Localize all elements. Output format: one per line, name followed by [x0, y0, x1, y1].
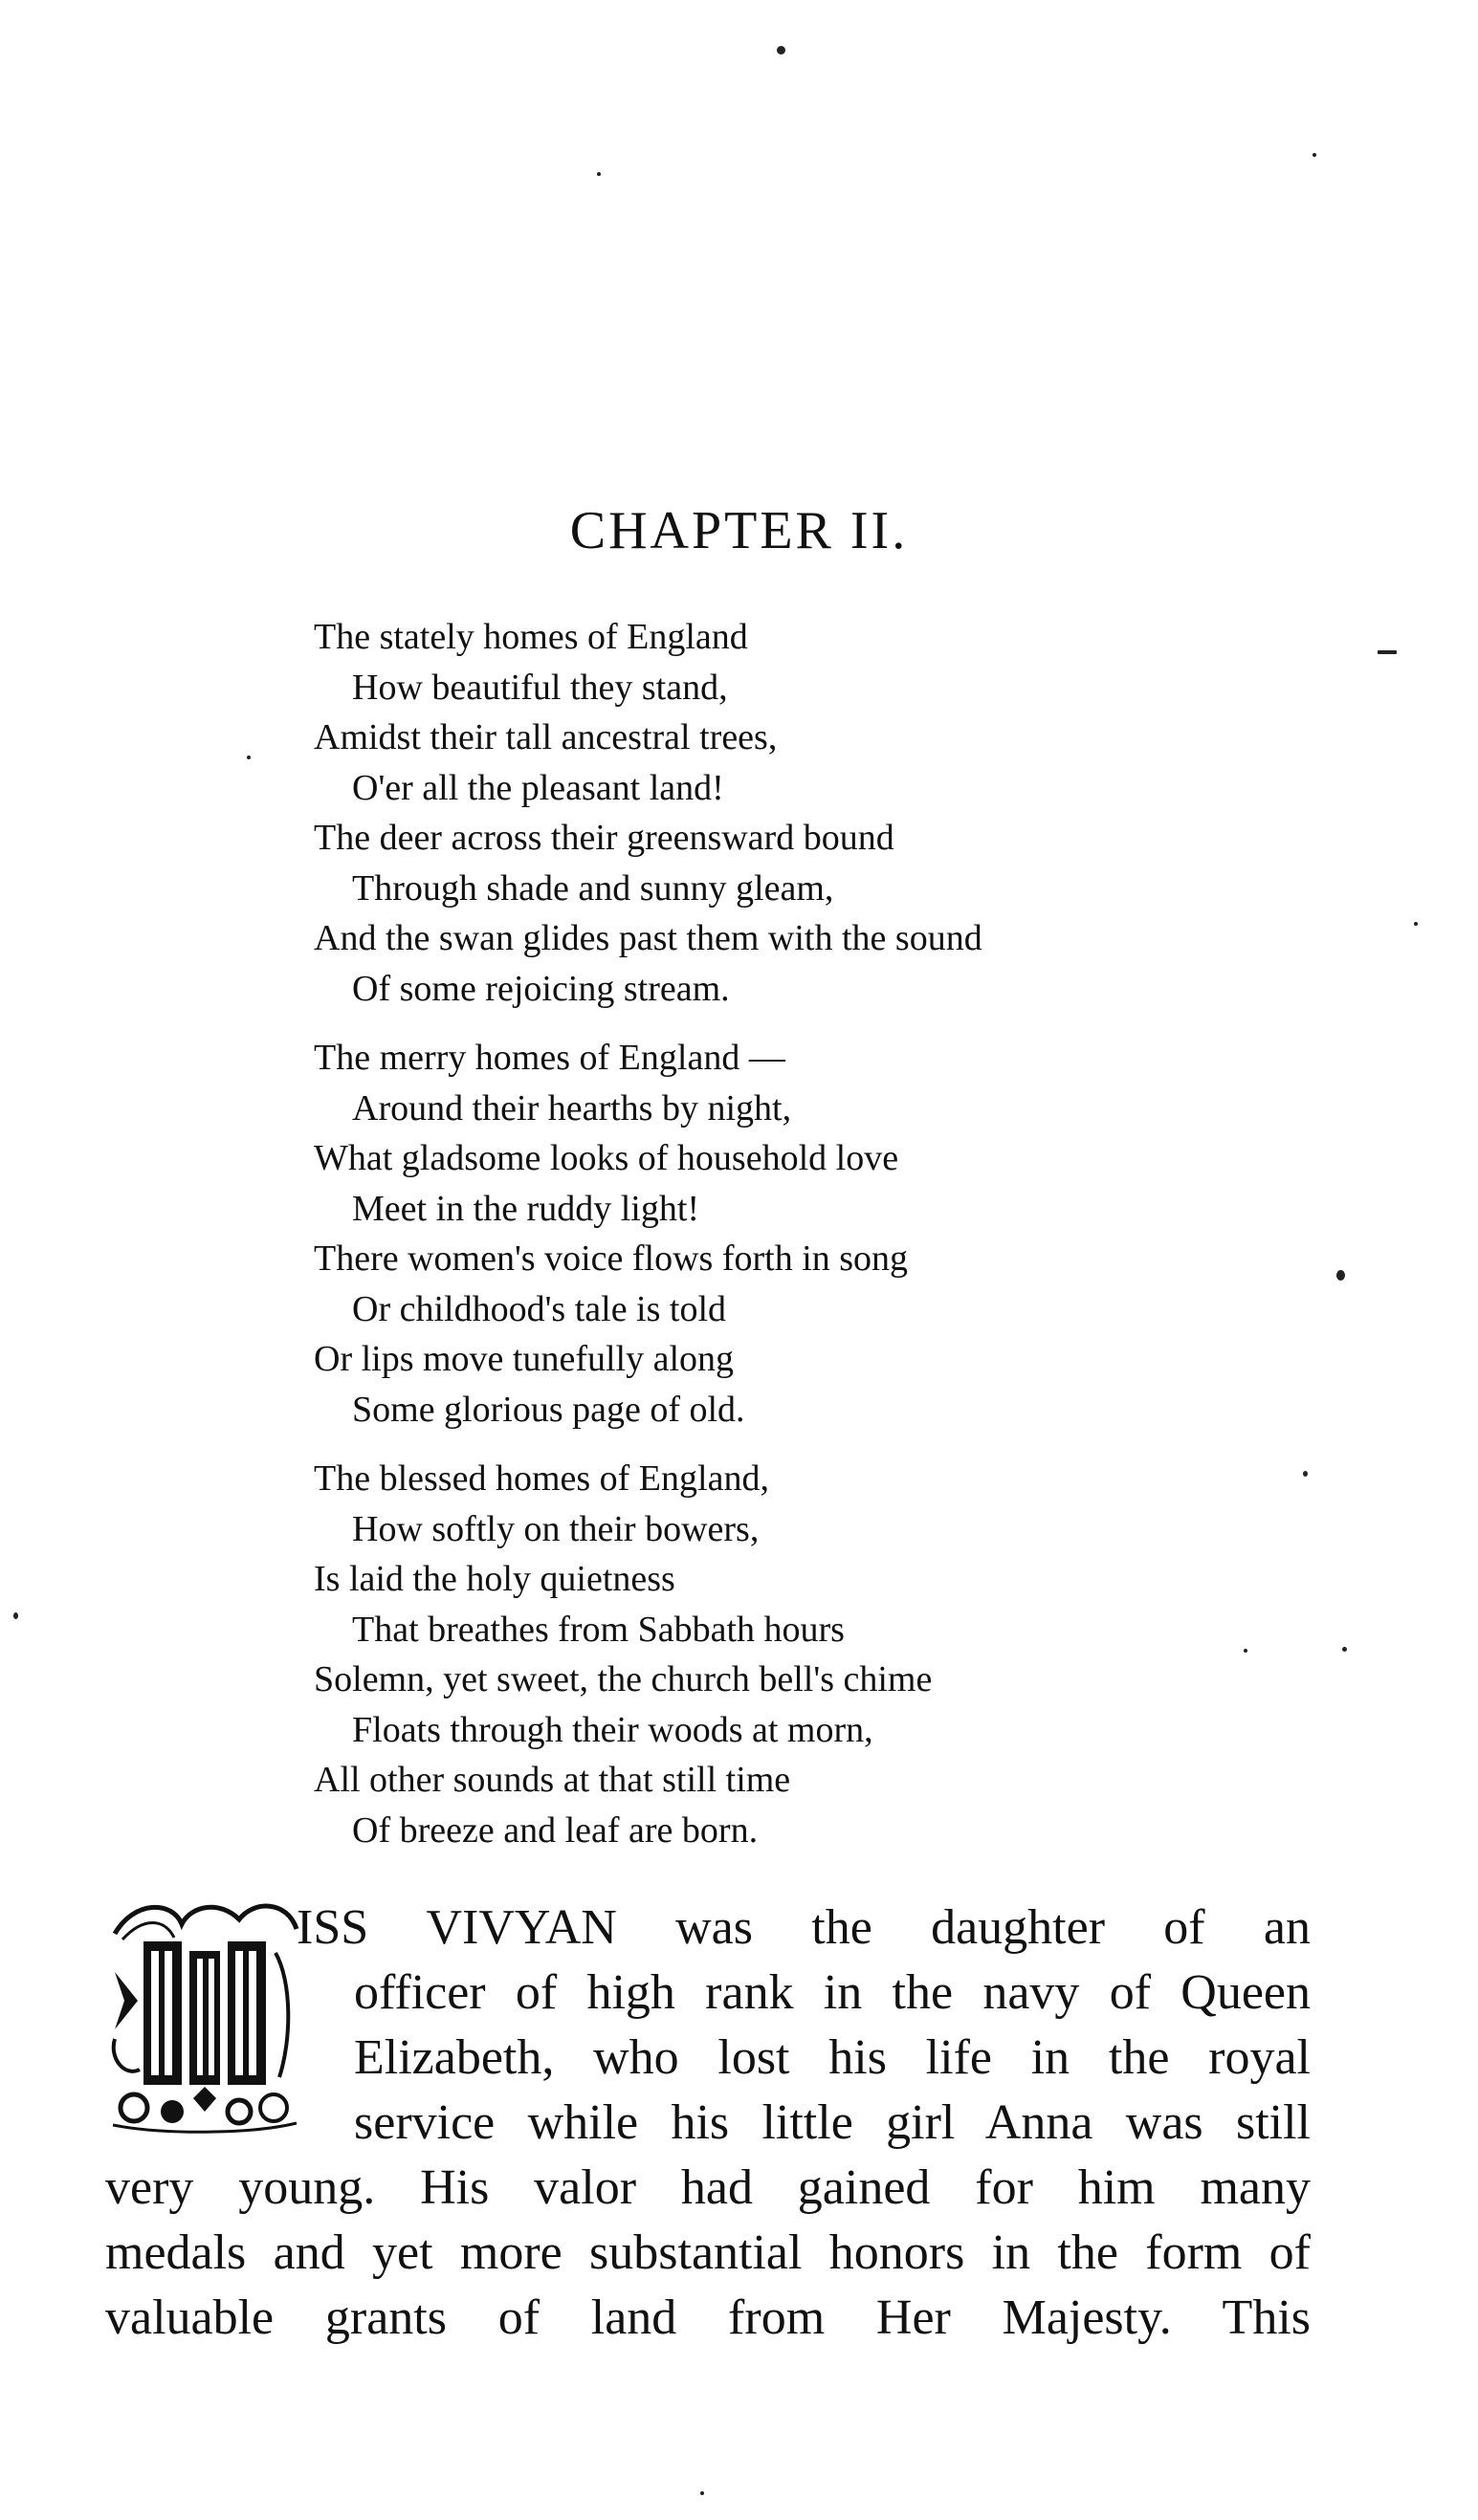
- poem-stanza-2: [314, 1033, 1270, 1435]
- poem-line: Floats through their woods at morn,: [352, 1709, 873, 1750]
- body-line: medals and yet more substantial honors in the form of: [105, 2225, 1311, 2280]
- poem-line: How beautiful they stand,: [352, 667, 728, 708]
- ink-speck: [1336, 1270, 1345, 1281]
- body-line: Elizabeth, who lost his life in the royal: [354, 2030, 1311, 2085]
- poem-line: Of some rejoicing stream.: [352, 968, 730, 1009]
- ink-speck: [1414, 922, 1418, 926]
- ink-speck: [597, 172, 601, 176]
- poem-line: The merry homes of England —: [314, 1038, 785, 1078]
- poem-line: Through shade and sunny gleam,: [352, 867, 834, 909]
- poem-line: The blessed homes of England,: [314, 1458, 769, 1499]
- poem-line: Is laid the holy quietness: [314, 1559, 675, 1599]
- ink-speck: [777, 46, 785, 55]
- poem-line: All other sounds at that still time: [314, 1760, 791, 1800]
- poem-line: Around their hearths by night,: [352, 1087, 792, 1129]
- ink-speck: [13, 1612, 18, 1619]
- ink-speck: [1313, 153, 1316, 157]
- poem-line: The stately homes of England: [314, 617, 748, 657]
- ink-speck: [1303, 1471, 1308, 1477]
- poem-line: That breathes from Sabbath hours: [352, 1609, 845, 1650]
- poem-stanza-1: [314, 612, 1270, 1014]
- ornamental-drop-cap-m: [105, 1895, 301, 2135]
- body-line: very young. His valor had gained for him many: [105, 2160, 1311, 2215]
- ink-speck: [1378, 650, 1397, 654]
- poem-line: The deer across their greensward bound: [314, 818, 894, 858]
- poem-stanza-3: [314, 1454, 1270, 1855]
- poem-line: And the swan glides past them with the sound: [314, 918, 982, 958]
- chapter-body: [105, 1895, 1311, 2351]
- poem-line: Or childhood's tale is told: [352, 1288, 727, 1329]
- body-line: valuable grants of land from Her Majesty. This: [105, 2290, 1311, 2345]
- ink-speck: [700, 2491, 704, 2495]
- poem-line: There women's voice flows forth in song: [314, 1238, 909, 1279]
- body-line: ISS VIVYAN was the daughter of an: [297, 1900, 1311, 1955]
- poem-line: Of breeze and leaf are born.: [352, 1809, 759, 1851]
- poem-line: Some glorious page of old.: [352, 1389, 745, 1430]
- poem-line: Meet in the ruddy light!: [352, 1188, 700, 1229]
- ink-speck: [1342, 1647, 1347, 1652]
- body-line: officer of high rank in the navy of Queen: [354, 1965, 1311, 2020]
- body-line: service while his little girl Anna was still: [354, 2095, 1311, 2150]
- poem-line: Or lips move tunefully along: [314, 1339, 735, 1379]
- poem-line: O'er all the pleasant land!: [352, 767, 724, 808]
- poem-line: How softly on their bowers,: [352, 1508, 760, 1549]
- poem-line: Solemn, yet sweet, the church bell's chime: [314, 1659, 933, 1699]
- chapter-title: CHAPTER II.: [569, 501, 909, 560]
- poem-line: What gladsome looks of household love: [314, 1138, 899, 1178]
- ink-speck: [247, 756, 251, 759]
- poem-line: Amidst their tall ancestral trees,: [314, 717, 778, 757]
- epigraph-poem: [314, 612, 1270, 1855]
